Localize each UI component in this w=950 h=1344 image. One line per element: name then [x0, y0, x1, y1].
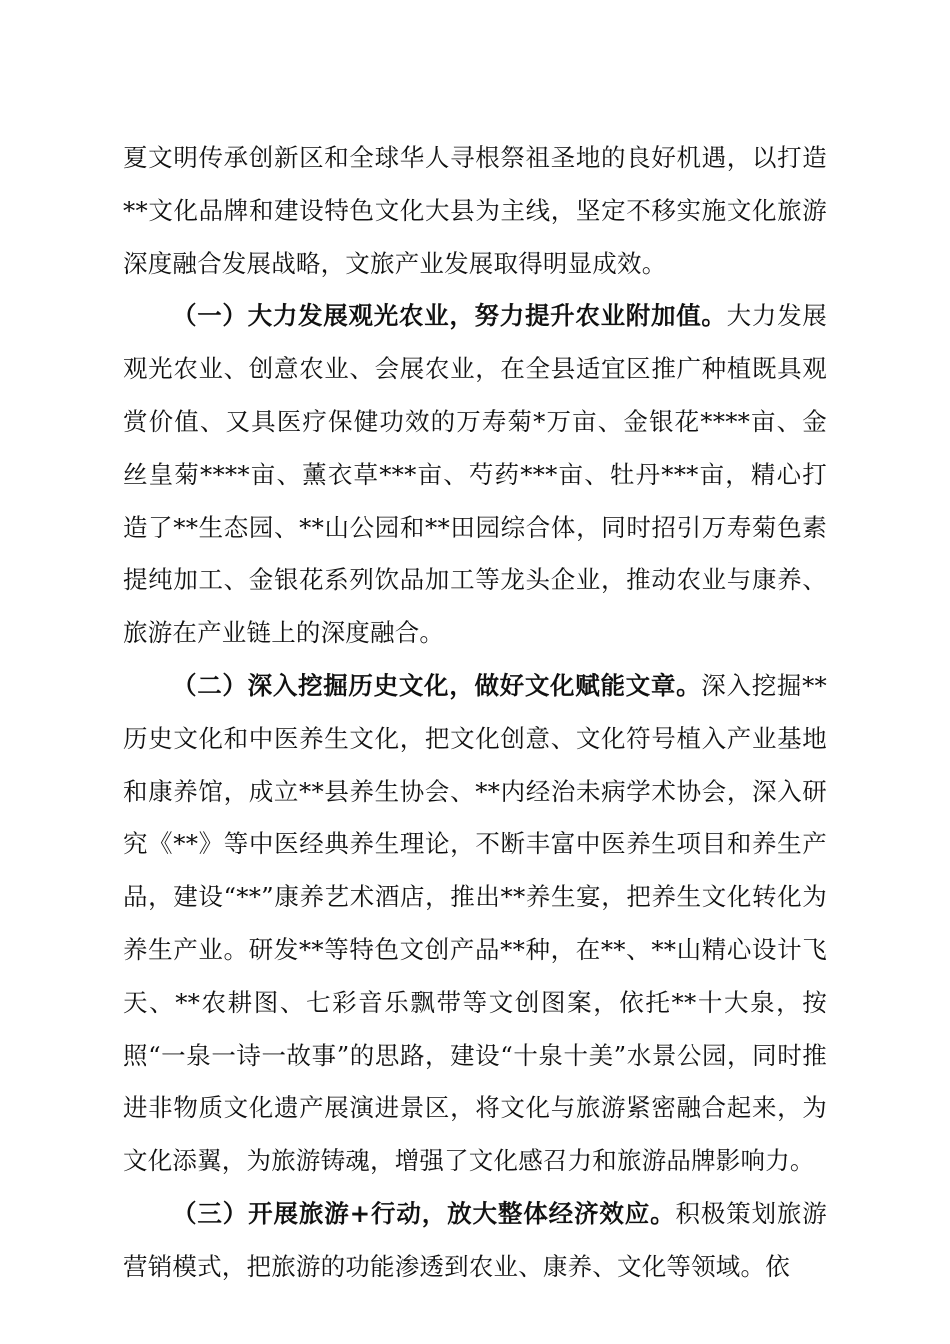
paragraph-section-1 — [123, 290, 827, 660]
paragraph-body: 夏文明传承创新区和全球华人寻根祭祖圣地的良好机遇，以打造**文化品牌和建设特色文化大县为主线，坚定不移实施文化旅游深度融合发展战略，文旅产业发展取得明显成效。 — [123, 143, 827, 278]
paragraph-section-2 — [123, 660, 827, 1188]
paragraph-body: 深入挖掘**历史文化和中医养生文化，把文化创意、文化符号植入产业基地和康养馆，成立**县养生协会、**内经治未病学术协会，深入研究《**》等中医经典养生理论，不断丰富中医养生项目和养生产品，建设“**”康养艺术酒店，推出**养生宴，把养生文化转化为养生产业。研发**等特色文创产品**种，在**、**山精心设计飞天、**农耕图、七彩音乐飘带等文创图案，依托**十大泉，按照“一泉一诗一故事”的思路，建设“十泉十美”水景公园，同时推进非物质文化遗产展演进景区，将文化与旅游紧密融合起来，为文化添翼，为旅游铸魂，增强了文化感召力和旅游品牌影响力。 — [123, 670, 827, 1176]
section-heading: （二）深入挖掘历史文化，做好文化赋能文章。 — [172, 670, 702, 700]
paragraph-body: 积极策划旅游营销模式，把旅游的功能渗透到农业、康养、文化等领域。依 — [123, 1198, 828, 1281]
paragraph-body: 大力发展观光农业、创意农业、会展农业，在全县适宜区推广种植既具观赏价值、又具医疗保健功效的万寿菊*万亩、金银花****亩、金丝皇菊****亩、薰衣草***亩、芍药***亩、牡丹***亩，精心打造了**生态园、**山公园和**田园综合体，同时招引万寿菊色素提纯加工、金银花系列饮品加工等龙头企业，推动农业与康养、旅游在产业链上的深度融合。 — [123, 301, 827, 648]
section-heading: （一）大力发展观光农业，努力提升农业附加值。 — [172, 301, 727, 331]
document-body — [123, 132, 827, 1294]
paragraph-intro-continuation — [123, 132, 827, 290]
paragraph-section-3 — [123, 1188, 827, 1294]
section-heading: （三）开展旅游+行动，放大整体经济效应。 — [172, 1198, 676, 1228]
